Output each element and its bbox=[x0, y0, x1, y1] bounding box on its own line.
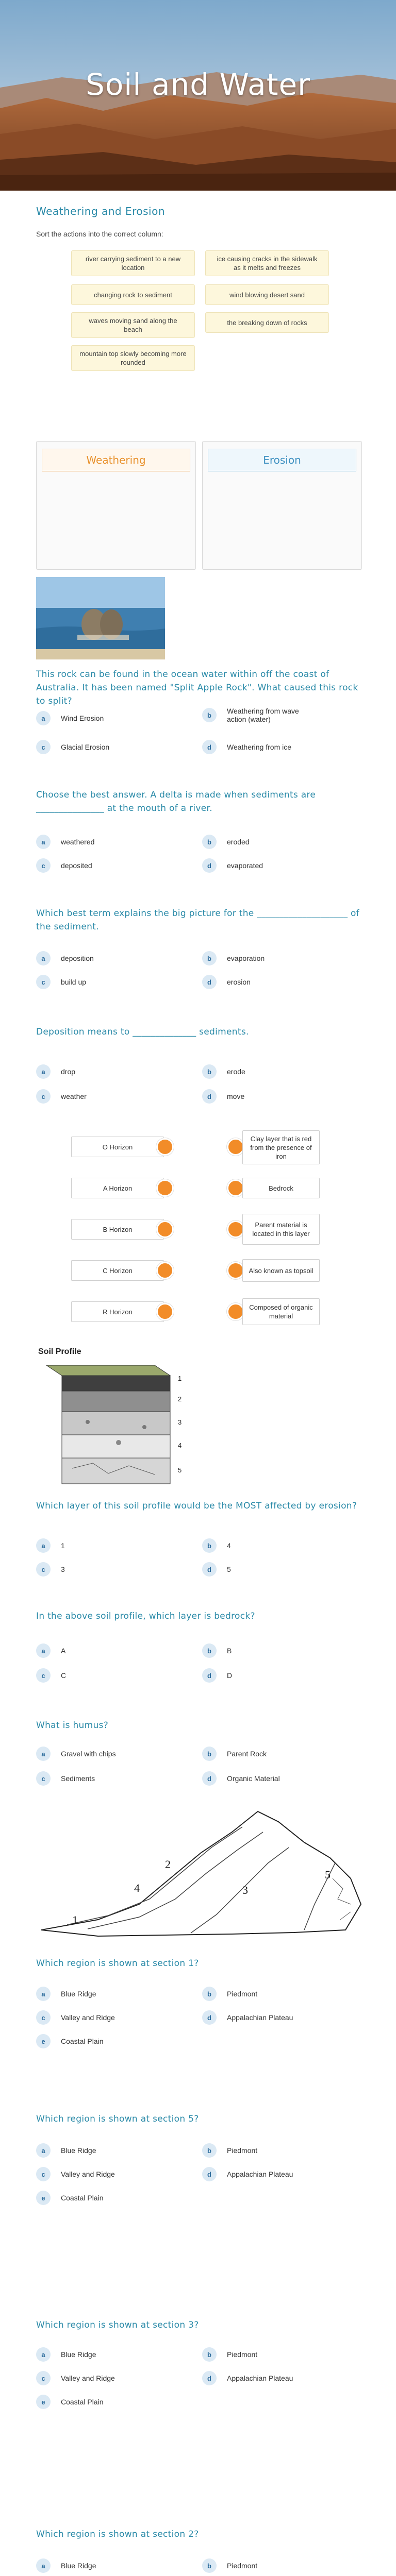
answer-option[interactable] bbox=[36, 2347, 96, 2362]
option-label: Coastal Plain bbox=[61, 2194, 104, 2202]
section-title-weathering: Weathering and Erosion bbox=[36, 205, 166, 217]
answer-option[interactable] bbox=[36, 1668, 66, 1683]
option-label: drop bbox=[61, 1067, 76, 1076]
option-label: deposition bbox=[61, 954, 94, 962]
answer-option[interactable] bbox=[36, 858, 92, 873]
option-letter: d bbox=[202, 1771, 217, 1786]
option-label: Coastal Plain bbox=[61, 2037, 104, 2045]
question-title: What is humus? bbox=[36, 1720, 109, 1731]
option-letter: a bbox=[36, 1643, 51, 1658]
answer-option[interactable] bbox=[36, 2558, 96, 2573]
option-letter: a bbox=[36, 1987, 51, 2001]
answer-option[interactable] bbox=[36, 740, 109, 754]
match-connector-dot[interactable] bbox=[156, 1138, 174, 1156]
option-letter: c bbox=[36, 2167, 51, 2181]
question-title: Which layer of this soil profile would be the MOST affected by erosion? bbox=[36, 1501, 357, 1511]
answer-option[interactable] bbox=[202, 1562, 231, 1577]
option-letter: d bbox=[202, 858, 217, 873]
map-section-label: 1 bbox=[72, 1913, 78, 1926]
option-letter: b bbox=[202, 835, 217, 849]
match-connector-dot[interactable] bbox=[227, 1262, 244, 1279]
option-letter: e bbox=[36, 2034, 51, 2048]
match-connector-dot[interactable] bbox=[227, 1221, 244, 1238]
option-label: move bbox=[227, 1092, 245, 1100]
option-label: deposited bbox=[61, 861, 92, 870]
option-label: Piedmont bbox=[227, 1990, 258, 1998]
answer-option[interactable] bbox=[36, 1987, 96, 2001]
answer-option[interactable] bbox=[202, 1747, 267, 1761]
option-letter: b bbox=[202, 951, 217, 965]
option-letter: c bbox=[36, 2010, 51, 2025]
match-connector-dot[interactable] bbox=[227, 1138, 244, 1156]
virginia-regions-map bbox=[36, 1801, 366, 1951]
option-letter: d bbox=[202, 2010, 217, 2025]
map-section-label: 2 bbox=[165, 1858, 171, 1871]
option-label: Piedmont bbox=[227, 2146, 258, 2155]
question-title: Which region is shown at section 2? bbox=[36, 2529, 199, 2539]
option-label: eroded bbox=[227, 838, 250, 846]
question-title: Which best term explains the big picture for the ____________________ of the sediment. bbox=[36, 908, 359, 932]
option-label: weathered bbox=[61, 838, 95, 846]
match-connector-dot[interactable] bbox=[227, 1303, 244, 1320]
answer-option[interactable] bbox=[202, 740, 291, 754]
option-label: D bbox=[227, 1671, 233, 1680]
option-letter: b bbox=[202, 708, 217, 722]
option-letter: a bbox=[36, 1747, 51, 1761]
match-term[interactable]: C Horizon bbox=[71, 1260, 164, 1281]
option-label: weather bbox=[61, 1092, 87, 1100]
option-letter: c bbox=[36, 2371, 51, 2385]
answer-option[interactable] bbox=[36, 2371, 115, 2385]
option-label: erosion bbox=[227, 978, 251, 986]
option-letter: a bbox=[36, 711, 51, 725]
answer-option[interactable] bbox=[202, 1643, 232, 1658]
erosion-dropzone[interactable] bbox=[202, 441, 362, 570]
option-label: 3 bbox=[61, 1565, 65, 1573]
option-label: evaporation bbox=[227, 954, 265, 962]
map-section-label: 4 bbox=[134, 1882, 140, 1894]
answer-option[interactable] bbox=[202, 1538, 231, 1553]
option-label: 1 bbox=[61, 1541, 65, 1550]
option-letter: d bbox=[202, 2371, 217, 2385]
option-label: erode bbox=[227, 1067, 245, 1076]
answer-option[interactable] bbox=[202, 1668, 232, 1683]
answer-option[interactable] bbox=[36, 2395, 104, 2409]
match-connector-dot[interactable] bbox=[156, 1179, 174, 1197]
option-label: Appalachian Plateau bbox=[227, 2013, 293, 2022]
option-letter: d bbox=[202, 975, 217, 989]
answer-option[interactable] bbox=[202, 975, 251, 989]
option-label: Sediments bbox=[61, 1774, 95, 1783]
option-letter: c bbox=[36, 1089, 51, 1104]
option-label: Glacial Erosion bbox=[61, 743, 110, 751]
answer-option[interactable] bbox=[202, 2347, 257, 2362]
option-label: Weathering from wave action (water) bbox=[227, 707, 299, 723]
answer-option[interactable] bbox=[202, 835, 250, 849]
answer-option[interactable] bbox=[36, 2034, 104, 2048]
option-letter: e bbox=[36, 2395, 51, 2409]
answer-option[interactable] bbox=[202, 1987, 257, 2001]
option-label: Wind Erosion bbox=[61, 714, 104, 722]
soil-layer-label: 2 bbox=[178, 1395, 182, 1403]
option-letter: b bbox=[202, 1064, 217, 1079]
option-letter: b bbox=[202, 2347, 217, 2362]
answer-option[interactable] bbox=[36, 1771, 95, 1786]
soil-profile-diagram bbox=[36, 1345, 201, 1489]
answer-option[interactable] bbox=[36, 711, 104, 725]
option-letter: d bbox=[202, 2167, 217, 2181]
match-term[interactable]: B Horizon bbox=[71, 1219, 164, 1240]
option-letter: c bbox=[36, 1771, 51, 1786]
sort-instruction: Sort the actions into the correct column: bbox=[36, 230, 163, 238]
soil-profile-title: Soil Profile bbox=[38, 1347, 81, 1356]
option-letter: d bbox=[202, 740, 217, 754]
option-letter: c bbox=[36, 1562, 51, 1577]
option-letter: b bbox=[202, 1643, 217, 1658]
option-label: Gravel with chips bbox=[61, 1750, 116, 1758]
option-label: 4 bbox=[227, 1541, 231, 1550]
answer-option[interactable] bbox=[36, 951, 94, 965]
option-label: build up bbox=[61, 978, 87, 986]
answer-option[interactable] bbox=[36, 2191, 104, 2205]
answer-option[interactable] bbox=[36, 1562, 65, 1577]
option-letter: b bbox=[202, 1538, 217, 1553]
option-label: Blue Ridge bbox=[61, 2146, 96, 2155]
option-letter: c bbox=[36, 740, 51, 754]
answer-option[interactable] bbox=[202, 2143, 257, 2158]
soil-layer-label: 4 bbox=[178, 1442, 182, 1449]
option-label: Blue Ridge bbox=[61, 2562, 96, 2570]
map-section-label: 5 bbox=[325, 1868, 331, 1881]
question-title: In the above soil profile, which layer is bedrock? bbox=[36, 1611, 255, 1621]
split-apple-rock-photo bbox=[36, 577, 165, 659]
sort-card[interactable]: the breaking down of rocks bbox=[205, 312, 329, 333]
option-letter: b bbox=[202, 2143, 217, 2158]
option-letter: c bbox=[36, 975, 51, 989]
option-letter: a bbox=[36, 2347, 51, 2362]
option-label: Valley and Ridge bbox=[61, 2170, 115, 2178]
option-label: Valley and Ridge bbox=[61, 2374, 115, 2382]
weathering-column-label: Weathering bbox=[42, 449, 190, 471]
answer-option[interactable] bbox=[36, 835, 94, 849]
option-label: Appalachian Plateau bbox=[227, 2374, 293, 2382]
answer-option[interactable] bbox=[36, 2143, 96, 2158]
question-title: Which region is shown at section 1? bbox=[36, 1958, 199, 1969]
answer-option[interactable] bbox=[36, 1747, 116, 1761]
match-definition[interactable]: Composed of organic material bbox=[242, 1298, 320, 1325]
option-letter: a bbox=[36, 1538, 51, 1553]
erosion-column-label: Erosion bbox=[208, 449, 356, 471]
option-letter: d bbox=[202, 1668, 217, 1683]
answer-option[interactable] bbox=[202, 1064, 245, 1079]
option-label: Parent Rock bbox=[227, 1750, 267, 1758]
sort-card[interactable]: ice causing cracks in the sidewalk as it melts and freezes bbox=[205, 250, 329, 276]
option-label: Piedmont bbox=[227, 2562, 258, 2570]
match-term[interactable]: O Horizon bbox=[71, 1137, 164, 1157]
answer-option[interactable] bbox=[202, 2558, 257, 2573]
page-title: Soil and Water bbox=[86, 67, 310, 102]
option-label: Piedmont bbox=[227, 2350, 258, 2359]
soil-layer-label: 5 bbox=[178, 1466, 182, 1474]
sort-card[interactable]: waves moving sand along the beach bbox=[71, 312, 195, 338]
sort-card[interactable]: changing rock to sediment bbox=[71, 284, 195, 305]
match-connector-dot[interactable] bbox=[156, 1221, 174, 1238]
question-title: Deposition means to ______________ sediments. bbox=[36, 1027, 249, 1037]
option-label: B bbox=[227, 1647, 232, 1655]
option-label: Blue Ridge bbox=[61, 1990, 96, 1998]
option-letter: e bbox=[36, 2191, 51, 2205]
option-letter: b bbox=[202, 1747, 217, 1761]
answer-option[interactable] bbox=[202, 858, 263, 873]
option-letter: a bbox=[36, 2143, 51, 2158]
answer-option[interactable] bbox=[202, 707, 316, 723]
option-label: C bbox=[61, 1671, 67, 1680]
answer-option[interactable] bbox=[36, 2010, 115, 2025]
option-letter: a bbox=[36, 2558, 51, 2573]
question-title: Choose the best answer. A delta is made when sediments are _______________ at the mouth of a river. bbox=[36, 790, 316, 814]
option-letter: b bbox=[202, 2558, 217, 2573]
answer-option[interactable] bbox=[36, 1643, 65, 1658]
option-letter: c bbox=[36, 1668, 51, 1683]
soil-layer-label: 3 bbox=[178, 1418, 182, 1426]
option-label: 5 bbox=[227, 1565, 231, 1573]
option-letter: d bbox=[202, 1089, 217, 1104]
option-label: Appalachian Plateau bbox=[227, 2170, 293, 2178]
option-label: Blue Ridge bbox=[61, 2350, 96, 2359]
question-title: Which region is shown at section 5? bbox=[36, 2114, 199, 2124]
answer-option[interactable] bbox=[36, 1064, 75, 1079]
answer-option[interactable] bbox=[36, 2167, 115, 2181]
question-title: Which region is shown at section 3? bbox=[36, 2320, 199, 2330]
option-letter: c bbox=[36, 858, 51, 873]
match-definition[interactable]: Also known as topsoil bbox=[242, 1259, 320, 1282]
answer-option[interactable] bbox=[202, 2371, 293, 2385]
answer-option[interactable] bbox=[36, 975, 86, 989]
match-connector-dot[interactable] bbox=[156, 1303, 174, 1320]
sort-card[interactable]: river carrying sediment to a new location bbox=[71, 250, 195, 276]
soil-layer-label: 1 bbox=[178, 1375, 182, 1382]
match-connector-dot[interactable] bbox=[156, 1262, 174, 1279]
match-term[interactable]: R Horizon bbox=[71, 1301, 164, 1322]
answer-option[interactable] bbox=[202, 1771, 280, 1786]
match-term[interactable]: A Horizon bbox=[71, 1178, 164, 1198]
sort-card[interactable]: mountain top slowly becoming more rounded bbox=[71, 345, 195, 371]
option-letter: a bbox=[36, 1064, 51, 1079]
option-letter: a bbox=[36, 951, 51, 965]
answer-option[interactable] bbox=[202, 2167, 293, 2181]
option-label: Weathering from ice bbox=[227, 743, 292, 751]
option-label: Organic Material bbox=[227, 1774, 280, 1783]
option-letter: d bbox=[202, 1562, 217, 1577]
answer-option[interactable] bbox=[36, 1538, 65, 1553]
answer-option[interactable] bbox=[202, 951, 265, 965]
map-section-label: 3 bbox=[242, 1884, 248, 1896]
option-letter: a bbox=[36, 835, 51, 849]
option-label: evaporated bbox=[227, 861, 263, 870]
match-definition[interactable]: Clay layer that is red from the presence of iron bbox=[242, 1130, 320, 1164]
answer-option[interactable] bbox=[202, 2010, 293, 2025]
option-letter: b bbox=[202, 1987, 217, 2001]
option-label: A bbox=[61, 1647, 66, 1655]
match-connector-dot[interactable] bbox=[227, 1179, 244, 1197]
option-label: Coastal Plain bbox=[61, 2398, 104, 2406]
match-definition[interactable]: Bedrock bbox=[242, 1178, 320, 1198]
question-title: This rock can be found in the ocean water within off the coast of Australia. It has been named "Split Apple Rock". What caused this rock to split? bbox=[36, 669, 358, 706]
weathering-dropzone[interactable] bbox=[36, 441, 196, 570]
answer-option[interactable] bbox=[202, 1089, 244, 1104]
hero-banner bbox=[0, 0, 396, 191]
answer-option[interactable] bbox=[36, 1089, 87, 1104]
option-label: Valley and Ridge bbox=[61, 2013, 115, 2022]
match-definition[interactable]: Parent material is located in this layer bbox=[242, 1214, 320, 1245]
sort-card[interactable]: wind blowing desert sand bbox=[205, 284, 329, 305]
